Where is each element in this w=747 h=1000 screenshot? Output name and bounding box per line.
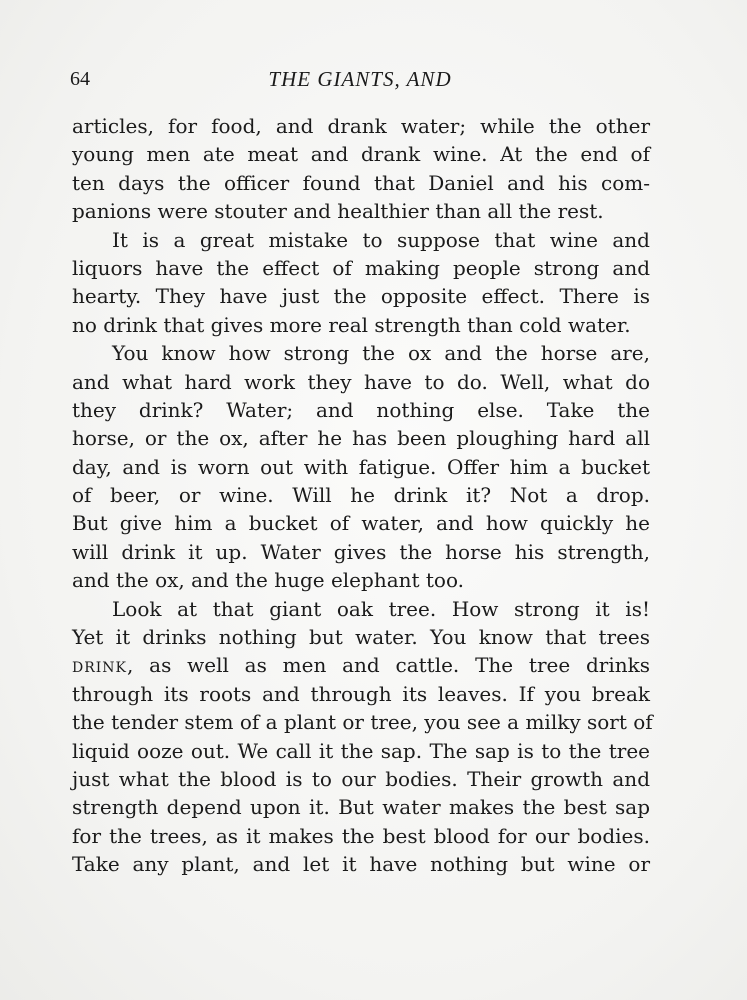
emphasis-word: drink — [72, 653, 128, 678]
text-line: strength depend upon it. But water makes the best sap — [72, 795, 650, 820]
text-line: the tender stem of a plant or tree, you see a milky sort of — [72, 710, 653, 735]
text-line: Yet it drinks nothing but water. You know that trees — [72, 625, 650, 650]
text-line: for the trees, as it makes the best blood for our bodies. — [72, 823, 650, 848]
text-line: they drink? Water; and nothing else. Take the — [72, 397, 650, 422]
running-head: THE GIANTS, AND — [268, 67, 452, 91]
text-line: and the ox, and the huge elephant too. — [72, 568, 465, 593]
text-line: articles, for food, and drank water; while the other — [72, 114, 650, 138]
text-line: no drink that gives more real strength than cold water. — [72, 312, 631, 337]
text-line: liquors have the effect of making people strong and — [72, 255, 650, 280]
text-line: Look at that giant oak tree. How strong it is! — [112, 596, 650, 621]
text-line: It is a great mistake to suppose that wine and — [112, 227, 650, 252]
text-line: young men ate meat and drank wine. At the end of — [72, 142, 650, 167]
page-header — [70, 64, 650, 94]
text-line: horse, or the ox, after he has been ploughing hard all — [72, 426, 650, 451]
text-line: panions were stouter and healthier than all the rest. — [72, 199, 604, 224]
text-line: through its roots and through its leaves. If you break — [72, 681, 650, 706]
text-line: day, and is worn out with fatigue. Offer him a bucket — [72, 454, 650, 479]
text-line: will drink it up. Water gives the horse his strength, — [72, 539, 650, 564]
text-line: ten days the officer found that Daniel and his com- — [72, 170, 650, 195]
text-line: hearty. They have just the opposite effect. There is — [72, 284, 650, 309]
text-line: liquid ooze out. We call it the sap. The sap is to the tree — [72, 738, 650, 763]
text-line: just what the blood is to our bodies. Their growth and — [72, 766, 650, 791]
text-line: and what hard work they have to do. Well, what do — [72, 369, 650, 394]
body-text — [72, 112, 653, 879]
page-number: 64 — [70, 68, 90, 90]
text-line: of beer, or wine. Will he drink it? Not a drop. — [72, 483, 650, 508]
text-line: Take any plant, and let it have nothing but wine or — [72, 852, 650, 877]
text-line: drink, as well as men and cattle. The tree drinks — [72, 653, 650, 678]
text-line: But give him a bucket of water, and how quickly he — [72, 511, 650, 536]
text-line: You know how strong the ox and the horse are, — [112, 341, 650, 366]
